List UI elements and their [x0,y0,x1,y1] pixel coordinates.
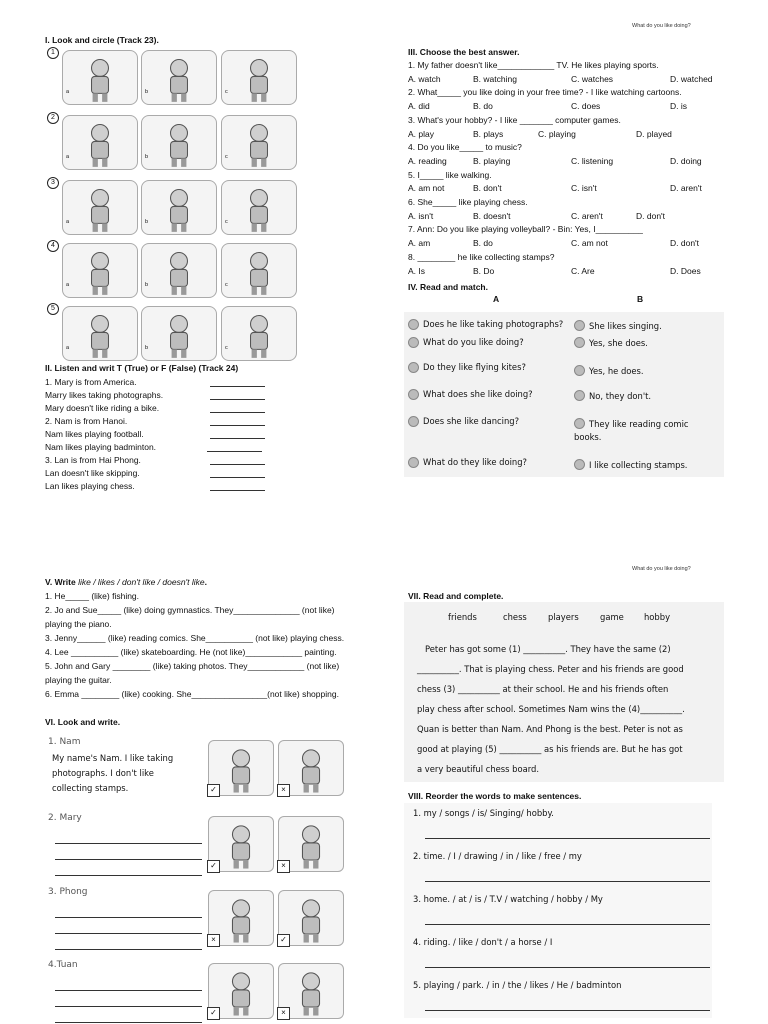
section-5-title-prefix: V. Write [45,577,76,587]
question-text: 2. What_____ you like doing in your free time? - I like watching cartoons. [408,87,682,98]
mark-icon: × [277,1007,290,1020]
answer-blank[interactable] [207,451,262,452]
mark-icon: ✓ [277,934,290,947]
reorder-item-5: 5. playing / park. / in / the / likes / He / badminton [413,980,622,990]
fill-line-4: 3. Jenny______ (like) reading comics. She__________ (not like) playing chess. [45,633,345,643]
example-sentence: My name's Nam. I like taking [52,753,174,763]
answer-blank[interactable] [210,399,265,400]
example-sentence: collecting stamps. [52,783,129,793]
bullet-icon [574,390,585,401]
answer-option[interactable]: A. isn't [408,210,434,221]
tf-item-9: Lan likes playing chess. [45,481,135,491]
answer-blank[interactable] [210,412,265,413]
bullet-icon [574,337,585,348]
question-number: 1 [47,47,59,59]
answer-option[interactable]: B. do [473,238,493,249]
column-a-header: A [493,294,500,304]
match-a-item[interactable] [408,457,527,468]
bullet-icon [408,337,419,348]
match-a-item[interactable] [408,362,526,373]
section-1-title: I. Look and circle (Track 23). [45,35,159,45]
bullet-icon [574,418,585,429]
bullet-icon [408,362,419,373]
match-a-text: Do they like flying kites? [423,362,526,372]
answer-line[interactable] [55,917,202,918]
reading-line-3: chess (3) __________ at their school. He and his friends often [417,684,669,694]
reading-line-1: Peter has got some (1) __________. They have the same (2) [425,644,671,654]
answer-blank[interactable] [210,386,265,387]
option-letter: a [66,345,70,351]
word-bank-item: players [548,612,579,622]
answer-option[interactable]: C. Are [571,265,595,276]
fill-line-2: 2. Jo and Sue_____ (like) doing gymnastics. They______________ (not like) [45,605,335,615]
question-text: 8. ________ he like collecting stamps? [408,251,555,262]
student-name: 3. Phong [48,887,88,897]
section-2-title: II. Listen and writ T (True) or F (False) (Track 24) [45,363,239,373]
multiple-choice-list [408,59,728,284]
fill-line-6: 5. John and Gary ________ (like) taking photos. They____________ (not like) [45,661,340,671]
match-b-text: They like reading comic books. [574,419,689,442]
answer-option[interactable]: B. doesn't [473,210,511,221]
answer-line[interactable] [425,967,710,968]
answer-option[interactable]: A. Is [408,265,426,276]
picture-option[interactable] [221,306,297,361]
word-bank-item: hobby [644,612,671,622]
answer-blank[interactable] [210,464,265,465]
answer-line[interactable] [425,838,710,839]
answer-option[interactable]: D. played [636,128,672,139]
answer-option[interactable]: D. don't [636,210,666,221]
answer-line[interactable] [55,1006,202,1007]
question-number: 5 [47,303,59,315]
answer-option[interactable]: A. am not [408,183,445,194]
column-b-header: B [637,294,644,304]
mark-icon: ✓ [207,860,220,873]
page-header: What do you like doing? [632,23,691,29]
match-a-text: What do you like doing? [423,337,524,347]
answer-option[interactable]: B. Do [473,265,495,276]
mark-icon: × [207,934,220,947]
answer-option[interactable]: A. watch [408,73,441,84]
student-name: 2. Mary [48,813,82,823]
match-a-item[interactable] [408,337,524,348]
answer-option[interactable]: D. aren't [670,183,702,194]
reading-line-7: a very beautiful chess board. [417,764,540,774]
word-bank-item: chess [503,612,527,622]
match-a-text: What do they like doing? [423,457,527,467]
match-b-item[interactable] [574,365,704,378]
answer-option[interactable]: C. watches [571,73,614,84]
picture-option[interactable] [221,243,297,298]
answer-blank[interactable] [210,477,265,478]
word-bank [448,612,708,626]
picture-option[interactable] [62,180,138,235]
bullet-icon [408,389,419,400]
mark-icon: ✓ [207,784,220,797]
option-letter: c [225,89,228,95]
fill-line-8: 6. Emma ________ (like) cooking. She________________(not like) shopping. [45,689,339,699]
page-header-2: What do you like doing? [632,566,691,572]
reorder-item-1: 1. my / songs / is/ Singing/ hobby. [413,808,554,818]
match-b-item[interactable] [574,320,704,333]
question-number: 3 [47,177,59,189]
answer-line[interactable] [425,1010,710,1011]
reading-line-4: play chess after school. Sometimes Nam wins the (4)__________. [417,704,685,714]
picture-option[interactable] [62,243,138,298]
question-text: 7. Ann: Do you like playing volleyball? - Bin: Yes, I__________ [408,224,643,235]
option-letter: b [145,219,149,225]
fill-line-5: 4. Lee __________ (like) skateboarding. He (not like)____________ painting. [45,647,337,657]
tf-item-4: 2. Nam is from Hanoi. [45,416,128,426]
fill-line-1: 1. He_____ (like) fishing. [45,591,140,601]
answer-option[interactable]: A. play [408,128,434,139]
answer-option[interactable]: C. listening [571,155,614,166]
question-text: 3. What's your hobby? - I like _______ computer games. [408,114,621,125]
reorder-item-3: 3. home. / at / is / T.V / watching / hobby / My [413,894,603,904]
answer-option[interactable]: C. does [571,101,601,112]
option-letter: a [66,89,70,95]
answer-line[interactable] [425,881,710,882]
section-3-title: III. Choose the best answer. [408,47,520,57]
tf-item-2: Marry likes taking photographs. [45,390,164,400]
answer-line[interactable] [425,924,710,925]
match-a-text: What does she like doing? [423,389,533,399]
picture-option[interactable] [141,243,217,298]
option-letter: a [66,282,70,288]
mark-icon: × [277,860,290,873]
match-b-item[interactable] [574,337,704,350]
tf-item-3: Mary doesn't like riding a bike. [45,403,160,413]
match-a-item[interactable] [408,416,519,427]
option-letter: b [145,345,149,351]
picture-option[interactable] [62,50,138,105]
match-a-text: Does he like taking photographs? [423,319,564,329]
match-b-text: She likes singing. [589,321,662,331]
option-letter: c [225,154,228,160]
section-7-title: VII. Read and complete. [408,591,504,601]
question-number: 4 [47,240,59,252]
option-letter: c [225,219,228,225]
bullet-icon [408,319,419,330]
section-5-title-words: like / likes / don't like / doesn't like [78,577,205,587]
answer-option[interactable]: C. playing [538,128,576,139]
fill-line-7: playing the guitar. [45,675,112,685]
picture-option[interactable] [141,50,217,105]
match-b-text: I like collecting stamps. [589,460,688,470]
word-bank-item: friends [448,612,477,622]
mark-icon: × [277,784,290,797]
question-text: 5. I_____ like walking. [408,169,492,180]
match-b-item[interactable] [574,390,704,403]
option-letter: b [145,282,149,288]
match-a-text: Does she like dancing? [423,416,520,426]
match-items [408,316,724,476]
answer-option[interactable]: B. playing [473,155,511,166]
option-letter: b [145,154,149,160]
answer-option[interactable]: D. doing [670,155,702,166]
section-5-title: V. Write like / likes / don't like / doesn't like. [45,577,208,587]
match-a-item[interactable] [408,319,563,330]
tf-item-1: 1. Mary is from America. [45,377,137,387]
question-text: 6. She_____ like playing chess. [408,197,528,207]
answer-option[interactable]: D. watched [670,73,713,84]
answer-option[interactable]: C. am not [571,238,608,249]
section-8-title: VIII. Reorder the words to make sentences. [408,791,582,801]
answer-blank[interactable] [210,425,265,426]
tf-item-7: 3. Lan is from Hai Phong. [45,455,141,465]
answer-line[interactable] [55,933,202,934]
student-name: 4.Tuan [48,960,78,970]
answer-line[interactable] [55,843,202,844]
tf-item-5: Nam likes playing football. [45,429,144,439]
bullet-icon [574,459,585,470]
answer-line[interactable] [55,859,202,860]
answer-line[interactable] [55,949,202,950]
answer-line[interactable] [55,1022,202,1023]
question-text: 1. My father doesn't like____________ TV. He likes playing sports. [408,60,659,70]
match-b-text: Yes, he does. [589,366,644,376]
answer-option[interactable]: D. don't [670,238,700,249]
answer-option[interactable]: A. am [408,238,431,249]
bullet-icon [574,320,585,331]
picture-option[interactable] [141,306,217,361]
student-name: 1. Nam [48,737,81,747]
question-text: 4. Do you like_____ to music? [408,142,522,153]
example-sentence: photographs. I don't like [52,768,154,778]
picture-option[interactable] [221,180,297,235]
answer-blank[interactable] [210,490,265,491]
question-number: 2 [47,112,59,124]
match-a-item[interactable] [408,389,533,400]
reorder-item-4: 4. riding. / like / don't / a horse / I [413,937,553,947]
tf-item-6: Nam likes playing badminton. [45,442,157,452]
section-4-title: IV. Read and match. [408,282,488,292]
picture-option[interactable] [221,50,297,105]
option-letter: a [66,219,70,225]
picture-option[interactable] [62,306,138,361]
word-bank-item: game [600,612,624,622]
match-b-text: No, they don't. [589,391,652,401]
answer-option[interactable]: D. is [670,101,687,112]
tf-item-8: Lan doesn't like skipping. [45,468,140,478]
answer-option[interactable]: A. reading [408,155,447,166]
answer-option[interactable]: B. watching [473,73,517,84]
bullet-icon [408,416,419,427]
reorder-item-2: 2. time. / I / drawing / in / like / free / my [413,851,582,861]
answer-option[interactable]: B. do [473,101,493,112]
option-letter: c [225,345,228,351]
section-6-title: VI. Look and write. [45,717,121,727]
bullet-icon [408,457,419,468]
match-b-text: Yes, she does. [589,338,648,348]
fill-line-3: playing the piano. [45,619,112,629]
answer-option[interactable]: A. did [408,101,430,112]
option-letter: a [66,154,70,160]
answer-line[interactable] [55,875,202,876]
option-letter: b [145,89,149,95]
picture-option[interactable] [141,180,217,235]
answer-option[interactable]: C. isn't [571,183,597,194]
true-false-list [45,376,285,501]
picture-option[interactable] [62,115,138,170]
answer-option[interactable]: B. don't [473,183,502,194]
option-letter: c [225,282,228,288]
answer-option[interactable]: C. aren't [571,210,603,221]
answer-option[interactable]: B. plays [473,128,504,139]
reading-line-5: Quan is better than Nam. And Phong is the best. Peter is not as [417,724,683,734]
match-b-item[interactable] [574,459,704,472]
answer-blank[interactable] [210,438,265,439]
reading-line-6: good at playing (5) __________ as his friends are. But he has got [417,744,683,754]
bullet-icon [574,365,585,376]
reading-line-2: __________. That is playing chess. Peter and his friends are good [417,664,684,674]
mark-icon: ✓ [207,1007,220,1020]
picture-option[interactable] [141,115,217,170]
picture-option[interactable] [221,115,297,170]
answer-line[interactable] [55,990,202,991]
answer-option[interactable]: D. Does [670,265,701,276]
match-b-item[interactable] [574,418,704,444]
